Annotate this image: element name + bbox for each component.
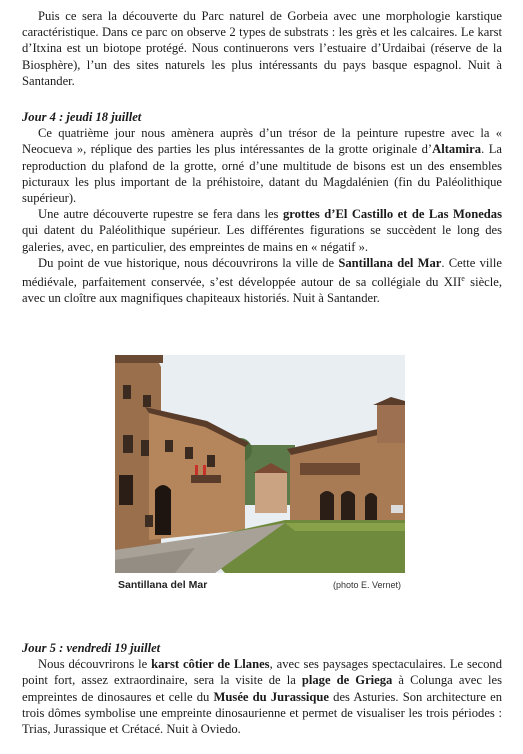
day5-bold-1: karst côtier de Llanes	[151, 657, 270, 672]
century-superscript: e	[461, 274, 465, 284]
day5-text-a: Nous découvrirons le	[38, 657, 152, 672]
day4-p3-text-c: . Cette ville médiévale, parfaitement conservée, s’est développée autour de sa collégiale du XII	[22, 255, 502, 290]
day5-paragraph-1	[22, 656, 502, 737]
page-top	[22, 8, 502, 307]
day5-text-e: à Colunga avec les empreintes de dinosaures et celle du	[22, 673, 502, 704]
day4-p2-bold: grottes d’El Castillo et de Las Monedas	[282, 207, 502, 222]
photo-credit: (photo E. Vernet)	[332, 580, 401, 590]
intro-text: Puis ce sera la découverte du Parc naturel de Gorbeia avec une morphologie karstique caractéristique. Dans ce parc on observe 2 types de substrats : les grès et les calcaires. Le karst d’Itxina est un biotope protégé. Nous continuerons vers l’estuaire d’Urdaibai (réserve de la Biosphère), l’un des sites naturels les plus intéressants du pays basque espagnol. Nuit à Santander.	[22, 9, 502, 88]
photo-caption-title: Santillana del Mar	[118, 579, 208, 591]
day4-p1-text-c: . La reproduction du plafond de la grotte, orné d’une multitude de bisons est un des ensembles picturaux les plus important de la préhistoire, datant du Magdalénien (fin du Paléolithique supérieur).	[22, 142, 502, 206]
day5-text-c: , avec ses paysages spectaculaires. Le second point fort, assez extraordinaire, sera la visite de la	[22, 657, 502, 688]
photo-caption	[115, 579, 405, 591]
day5-heading: Jour 5 : vendredi 19 juillet	[22, 641, 161, 655]
santillana-photo	[115, 355, 405, 573]
day4-p3-bold: Santillana del Mar	[338, 255, 442, 270]
day4-p1-text-a: Ce quatrième jour nous amènera auprès d’un trésor de la peinture rupestre avec la « Neocueva », réplique des parties les plus intéressantes de la grotte originale d’	[22, 126, 502, 157]
day4-heading: Jour 4 : jeudi 18 juillet	[22, 110, 142, 125]
day4-p3-text-d: siècle, avec un cloître aux magnifiques chapiteaux historiés. Nuit à Santander.	[22, 275, 503, 306]
photo-figure	[115, 355, 405, 591]
day5-text-g: des Asturies. Son architecture en trois dômes symbolise une empreinte dinosaurienne et permet de visualiser les trois périodes : Trias, Jurassique et Crétacé. Nuit à Oviedo.	[22, 689, 502, 737]
page-bottom	[22, 640, 502, 737]
intro-paragraph	[22, 8, 502, 89]
day4-paragraph-3	[22, 255, 502, 307]
day4-paragraph-2	[22, 206, 502, 255]
day4-p2-text-a: Une autre découverte rupestre se fera dans les	[38, 207, 283, 222]
day5-bold-3: Musée du Jurassique	[213, 689, 329, 704]
day4-p2-text-c: qui datent du Paléolithique supérieur. Les différentes figurations se succèdent le long des galeries, avec, en particulier, des empreintes de mains en « négatif ».	[22, 223, 502, 254]
day4-p3-text-a: Du point de vue historique, nous découvrirons la ville de	[38, 255, 339, 270]
day4-p1-bold: Altamira	[432, 142, 482, 157]
day4-paragraph-1	[22, 125, 502, 206]
day5-bold-2: plage de Griega	[301, 673, 393, 688]
